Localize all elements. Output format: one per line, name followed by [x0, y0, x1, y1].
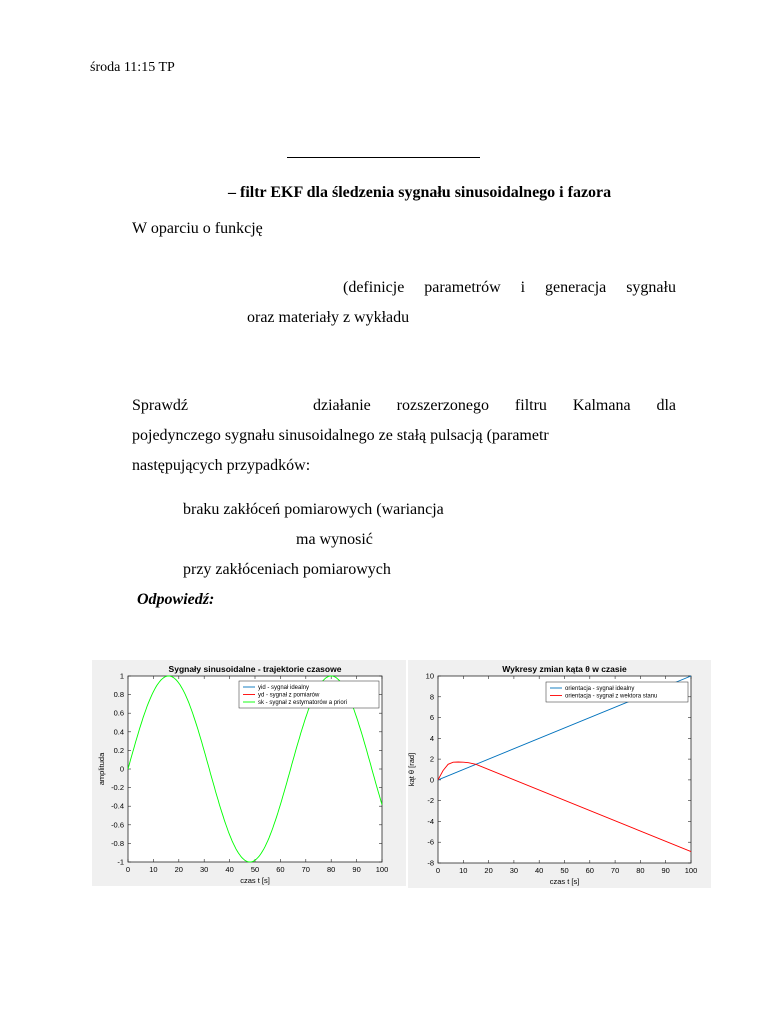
y-tick-label: -0.6: [111, 820, 124, 830]
x-tick-label: 30: [200, 865, 209, 874]
x-tick-label: 60: [276, 865, 285, 874]
task-word: działanie: [313, 397, 371, 414]
intro-word: i: [520, 279, 526, 296]
x-tick-label: 0: [435, 866, 441, 875]
x-tick-label: 10: [459, 866, 468, 875]
task-word: Kalmana: [572, 397, 631, 414]
y-tick-label: -0.2: [111, 783, 124, 793]
x-tick-label: 100: [375, 865, 389, 874]
x-tick-label: 50: [250, 865, 260, 874]
title-blank-line: [287, 157, 480, 158]
x-tick-label: 60: [585, 866, 594, 875]
y-tick-label: 1: [119, 671, 124, 681]
y-tick-label: -1: [117, 857, 124, 867]
y-tick-label: 2: [429, 754, 434, 764]
x-tick-label: 50: [560, 866, 569, 875]
legend-label: orientacja - sygnał z wektora stanu: [565, 693, 658, 700]
section-heading: – filtr EKF dla śledzenia sygnału sinusoidalnego i fazora: [228, 184, 612, 201]
y-tick-label: 6: [429, 713, 434, 723]
y-tick-label: 0.6: [113, 708, 124, 718]
task-line-3: następujących przypadków:: [132, 457, 311, 474]
x-tick-label: 90: [661, 866, 670, 875]
y-tick-label: 4: [429, 733, 434, 743]
legend-label: sk - sygnał z estymatorów a priori: [258, 700, 348, 707]
x-tick-label: 20: [484, 866, 493, 875]
x-tick-label: 0: [125, 865, 131, 874]
y-tick-label: 0.4: [113, 727, 124, 737]
y-tick-label: 8: [429, 692, 434, 702]
task-word: rozszerzonego: [396, 397, 490, 414]
x-tick-label: 30: [509, 866, 519, 875]
x-tick-label: 80: [327, 865, 336, 874]
x-tick-label: 40: [535, 866, 544, 875]
y-tick-label: -0.4: [111, 801, 124, 811]
task-word: dla: [656, 397, 676, 414]
x-tick-label: 100: [684, 866, 698, 875]
task-line-1: [313, 397, 676, 415]
sine-signal-figure: [92, 660, 406, 886]
x-tick-label: 20: [174, 865, 183, 874]
x-tick-label: 70: [610, 866, 620, 875]
plot-area: [438, 676, 691, 863]
case-1: braku zakłóceń pomiarowych (wariancja: [183, 501, 444, 518]
angle-figure: [408, 660, 711, 888]
legend-label: orientacja - sygnał idealny: [565, 686, 635, 693]
y-axis-label: amplituda: [97, 752, 106, 786]
y-tick-label: 0.2: [113, 745, 124, 755]
intro-word: (definicje: [343, 279, 405, 296]
intro-line-2: [343, 279, 676, 297]
y-tick-label: -2: [427, 796, 434, 806]
intro-line-3: oraz materiały z wykładu: [247, 309, 410, 326]
y-axis-label: kąt θ [rad]: [407, 752, 416, 787]
intro-line-1: W oparciu o funkcję: [132, 220, 263, 237]
x-tick-label: 10: [149, 865, 158, 874]
x-tick-label: 90: [352, 865, 361, 874]
task-line-2: pojedynczego sygnału sinusoidalnego ze stałą pulsacją (parametr: [132, 427, 549, 444]
y-tick-label: 0: [119, 764, 124, 774]
y-tick-label: -4: [427, 816, 434, 826]
x-tick-label: 80: [636, 866, 645, 875]
intro-word: generacja: [544, 279, 607, 296]
task-word: filtru: [514, 397, 547, 414]
task-word-1: Sprawdź: [132, 397, 188, 414]
y-tick-label: 0.8: [113, 690, 124, 700]
sine-signal-chart: [92, 660, 406, 886]
y-tick-label: 10: [425, 671, 434, 681]
x-axis-label: czas t [s]: [240, 876, 270, 885]
case-1-continuation: ma wynosić: [296, 531, 373, 548]
y-tick-label: 0: [429, 775, 434, 785]
x-tick-label: 70: [301, 865, 310, 874]
x-axis-label: czas t [s]: [549, 877, 580, 886]
y-tick-label: -8: [427, 858, 434, 868]
y-tick-label: -6: [427, 837, 434, 847]
case-2: przy zakłóceniach pomiarowych: [183, 561, 391, 578]
x-tick-label: 40: [225, 865, 234, 874]
chart-title: Wykresy zmian kąta θ w czasie: [502, 664, 627, 674]
legend-label: yid - sygnał idealny: [258, 685, 310, 692]
answer-label: Odpowiedź:: [137, 591, 215, 608]
page-header: środa 11:15 TP: [90, 60, 175, 75]
angle-chart: [408, 660, 711, 888]
legend-label: yd - sygnał z pomiarów: [258, 692, 320, 699]
intro-word: parametrów: [424, 279, 501, 296]
y-tick-label: -0.8: [111, 838, 124, 848]
chart-title: Sygnały sinusoidalne - trajektorie czasowe: [168, 664, 342, 674]
intro-word: sygnału: [626, 279, 676, 296]
